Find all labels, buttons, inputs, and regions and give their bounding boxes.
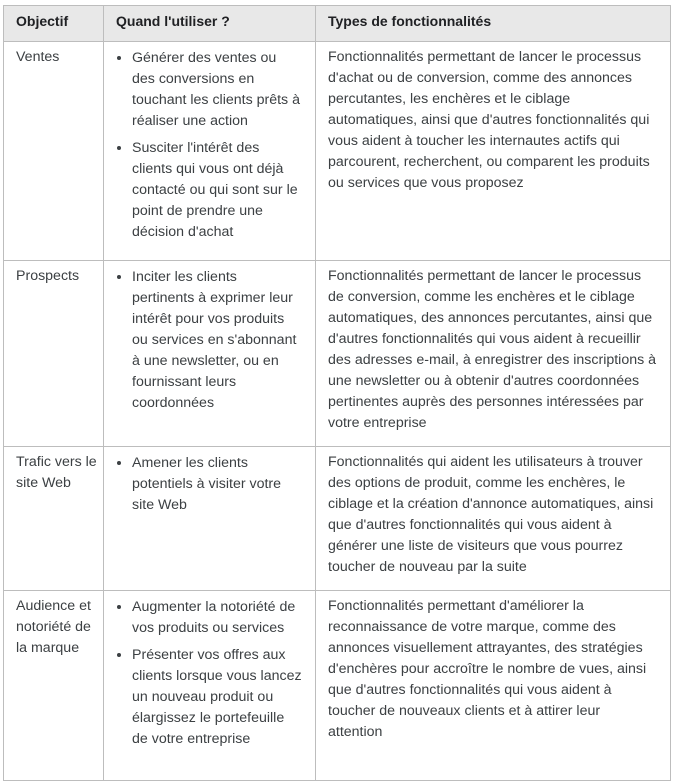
when-cell — [104, 42, 316, 261]
when-cell — [104, 261, 316, 447]
header-row — [4, 6, 671, 42]
when-list — [116, 452, 303, 516]
objective-cell: Trafic vers le site Web — [4, 447, 104, 591]
list-item: • Présenter vos offres aux clients lorsque vous lancez un nouveau produit ou élargissez le portefeuille de votre entreprise — [132, 644, 303, 750]
table-row — [4, 261, 671, 447]
list-item: • Augmenter la notoriété de vos produits ou services — [132, 596, 303, 639]
features-cell: Fonctionnalités permettant de lancer le processus de conversion, comme les enchères et le ciblage automatiques, des annonces percutantes, ainsi que d'autres fonctionnalités qui vous aident à recueillir des adresses e-mail, à enregistrer des inscriptions à une newsletter ou à obtenir d'autres coordonnées pertinentes auprès des personnes intéressées par votre entreprise — [316, 261, 671, 447]
features-cell: Fonctionnalités permettant de lancer le processus d'achat ou de conversion, comme des annonces percutantes, les enchères et le ciblage automatiques, ainsi que d'autres fonctionnalités qui vous aident à toucher les internautes actifs qui parcourent, recherchent, ou comparent les produits ou services que vous proposez — [316, 42, 671, 261]
when-cell — [104, 447, 316, 591]
header-when: Quand l'utiliser ? — [104, 6, 316, 42]
header-objective: Objectif — [4, 6, 104, 42]
when-list — [116, 47, 303, 243]
objectives-table — [3, 5, 671, 781]
header-features: Types de fonctionnalités — [316, 6, 671, 42]
list-item: • Amener les clients potentiels à visiter votre site Web — [132, 452, 303, 516]
table-row — [4, 42, 671, 261]
features-cell: Fonctionnalités permettant d'améliorer la reconnaissance de votre marque, comme des annonces visuellement attrayantes, des stratégies d'enchères pour accroître le nombre de vues, ainsi que d'autres fonctionnalités qui vous aident à toucher de nouveaux clients et à attirer leur attention — [316, 591, 671, 781]
objective-cell: Prospects — [4, 261, 104, 447]
list-item: • Générer des ventes ou des conversions en touchant les clients prêts à réaliser une action — [132, 47, 303, 132]
objective-cell: Ventes — [4, 42, 104, 261]
when-cell — [104, 591, 316, 781]
when-list — [116, 596, 303, 750]
when-list — [116, 266, 303, 414]
table-row — [4, 591, 671, 781]
list-item: • Susciter l'intérêt des clients qui vous ont déjà contacté ou qui sont sur le point de prendre une décision d'achat — [132, 137, 303, 243]
features-cell: Fonctionnalités qui aident les utilisateurs à trouver des options de produit, comme les enchères, le ciblage et la création d'annonce automatiques, ainsi que d'autres fonctionnalités qui vous aident à générer une liste de visiteurs que vous pourrez toucher de nouveau par la suite — [316, 447, 671, 591]
table-row — [4, 447, 671, 591]
objective-cell: Audience et notoriété de la marque — [4, 591, 104, 781]
list-item: • Inciter les clients pertinents à exprimer leur intérêt pour vos produits ou services en s'abonnant à une newsletter, ou en fournissant leurs coordonnées — [132, 266, 303, 414]
